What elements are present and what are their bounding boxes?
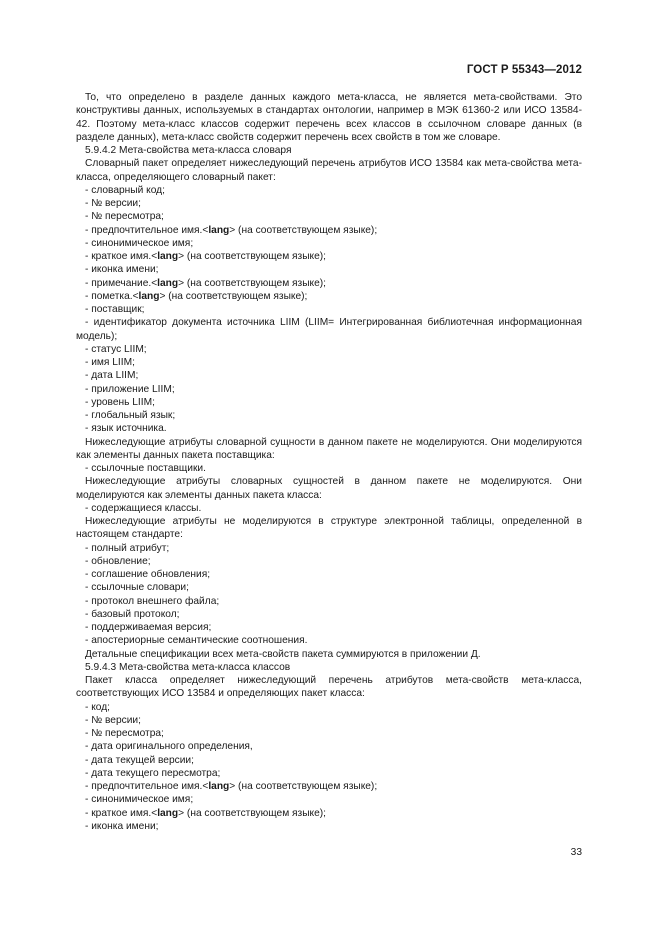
list-item: - ссылочные словари; [85, 582, 189, 594]
list-item: - полный атрибут; [85, 542, 170, 554]
list-item: - краткое имя.<lang> (на соответствующем языке); [85, 807, 327, 819]
list-item: - содержащиеся классы. [85, 502, 202, 514]
list-item: - краткое имя.<lang> (на соответствующем языке); [85, 251, 327, 262]
list-item: - глобальный язык; [85, 410, 176, 421]
list-item: - ссылочные поставщики. [85, 463, 206, 474]
section-heading-5-9-4-3: 5.9.4.3 Мета-свойства мета-класса классов [85, 661, 291, 673]
list-item: - идентификатор документа источника LIIM (LIIM= Интегрированная библиотечная информационная модель); [76, 317, 582, 342]
list-item: - соглашение обновления; [85, 569, 211, 580]
page-content [76, 91, 582, 833]
paragraph-dictionary-package: Словарный пакет определяет нижеследующий перечень атрибутов ИСО 13584 как мета-свойства мета-класса, определяющего словарный пакет: [76, 158, 582, 183]
list-item: - дата оригинального определения, [85, 741, 253, 753]
list-item: - иконка имени; [85, 264, 159, 276]
list-item: - имя LIIM; [85, 357, 135, 368]
paragraph-appendix-reference: Детальные спецификации всех мета-свойств пакета суммируются в приложении Д. [85, 648, 481, 660]
paragraph-supplier-package: Нижеследующие атрибуты словарной сущности в данном пакете не моделируются. Они моделируются как элементы данных пакета поставщика: [76, 436, 582, 461]
list-item: - синонимическое имя; [85, 794, 194, 806]
list-item: - № пересмотра; [85, 211, 164, 223]
list-item: - протокол внешнего файла; [85, 595, 220, 607]
list-item: - предпочтительное имя.<lang> (на соответствующем языке); [85, 224, 378, 236]
list-item: - язык источника. [85, 423, 167, 435]
list-item: - дата LIIM; [85, 370, 139, 382]
list-item: - словарный код; [85, 184, 165, 196]
list-item: - синонимическое имя; [85, 237, 194, 249]
list-item: - поддерживаемая версия; [85, 622, 212, 633]
list-item: - № версии; [85, 714, 141, 726]
list-item: - примечание.<lang> (на соответствующем языке); [85, 277, 326, 289]
list-item: - № версии; [85, 198, 141, 209]
section-heading-5-9-4-2: 5.9.4.2 Мета-свойства мета-класса словаря [85, 145, 292, 156]
list-item: - иконка имени; [85, 820, 159, 832]
list-item: - дата текущего пересмотра; [85, 767, 221, 779]
list-item: - статус LIIM; [85, 343, 147, 355]
list-item: - обновление; [85, 555, 151, 567]
list-item: - предпочтительное имя.<lang> (на соответствующем языке); [85, 781, 378, 792]
paragraph-class-package-attributes: Пакет класса определяет нижеследующий перечень атрибутов мета-свойств мета-класса, соответствующих ИСО 13584 и определяющих пакет класса: [76, 675, 582, 700]
list-item: - приложение LIIM; [85, 383, 175, 395]
list-item: - дата текущей версии; [85, 754, 194, 766]
document-id-header: ГОСТ Р 55343—2012 [466, 64, 582, 76]
paragraph-not-modeled: Нижеследующие атрибуты не моделируются в структуре электронной таблицы, определенной в настоящем стандарте: [76, 516, 582, 541]
list-item: - поставщик; [85, 304, 145, 315]
list-item: - уровень LIIM; [85, 396, 155, 408]
page-number: 33 [570, 847, 582, 858]
paragraph-class-package: Нижеследующие атрибуты словарных сущностей в данном пакете не моделируются. Они моделируются как элементы данных пакета класса: [76, 476, 582, 501]
list-item: - пометка.<lang> (на соответствующем языке); [85, 290, 308, 302]
paragraph-meta-properties-intro: То, что определено в разделе данных каждого мета-класса, не является мета-свойствами. Это конструктивы данных, используемых в стандартах онтологии, например в МЭК 61360-2 или ИСО 13584-42. Поэтому мета-класс классов содержит перечень всех классов в ссылочном словаре данных (в разделе данных), мета-класс свойств содержит перечень всех свойств в том же словаре. [76, 92, 582, 143]
list-item: - апостериорные семантические соотношения. [85, 635, 308, 647]
list-item: - № пересмотра; [85, 728, 164, 739]
list-item: - базовый протокол; [85, 608, 180, 620]
list-item: - код; [85, 701, 111, 713]
